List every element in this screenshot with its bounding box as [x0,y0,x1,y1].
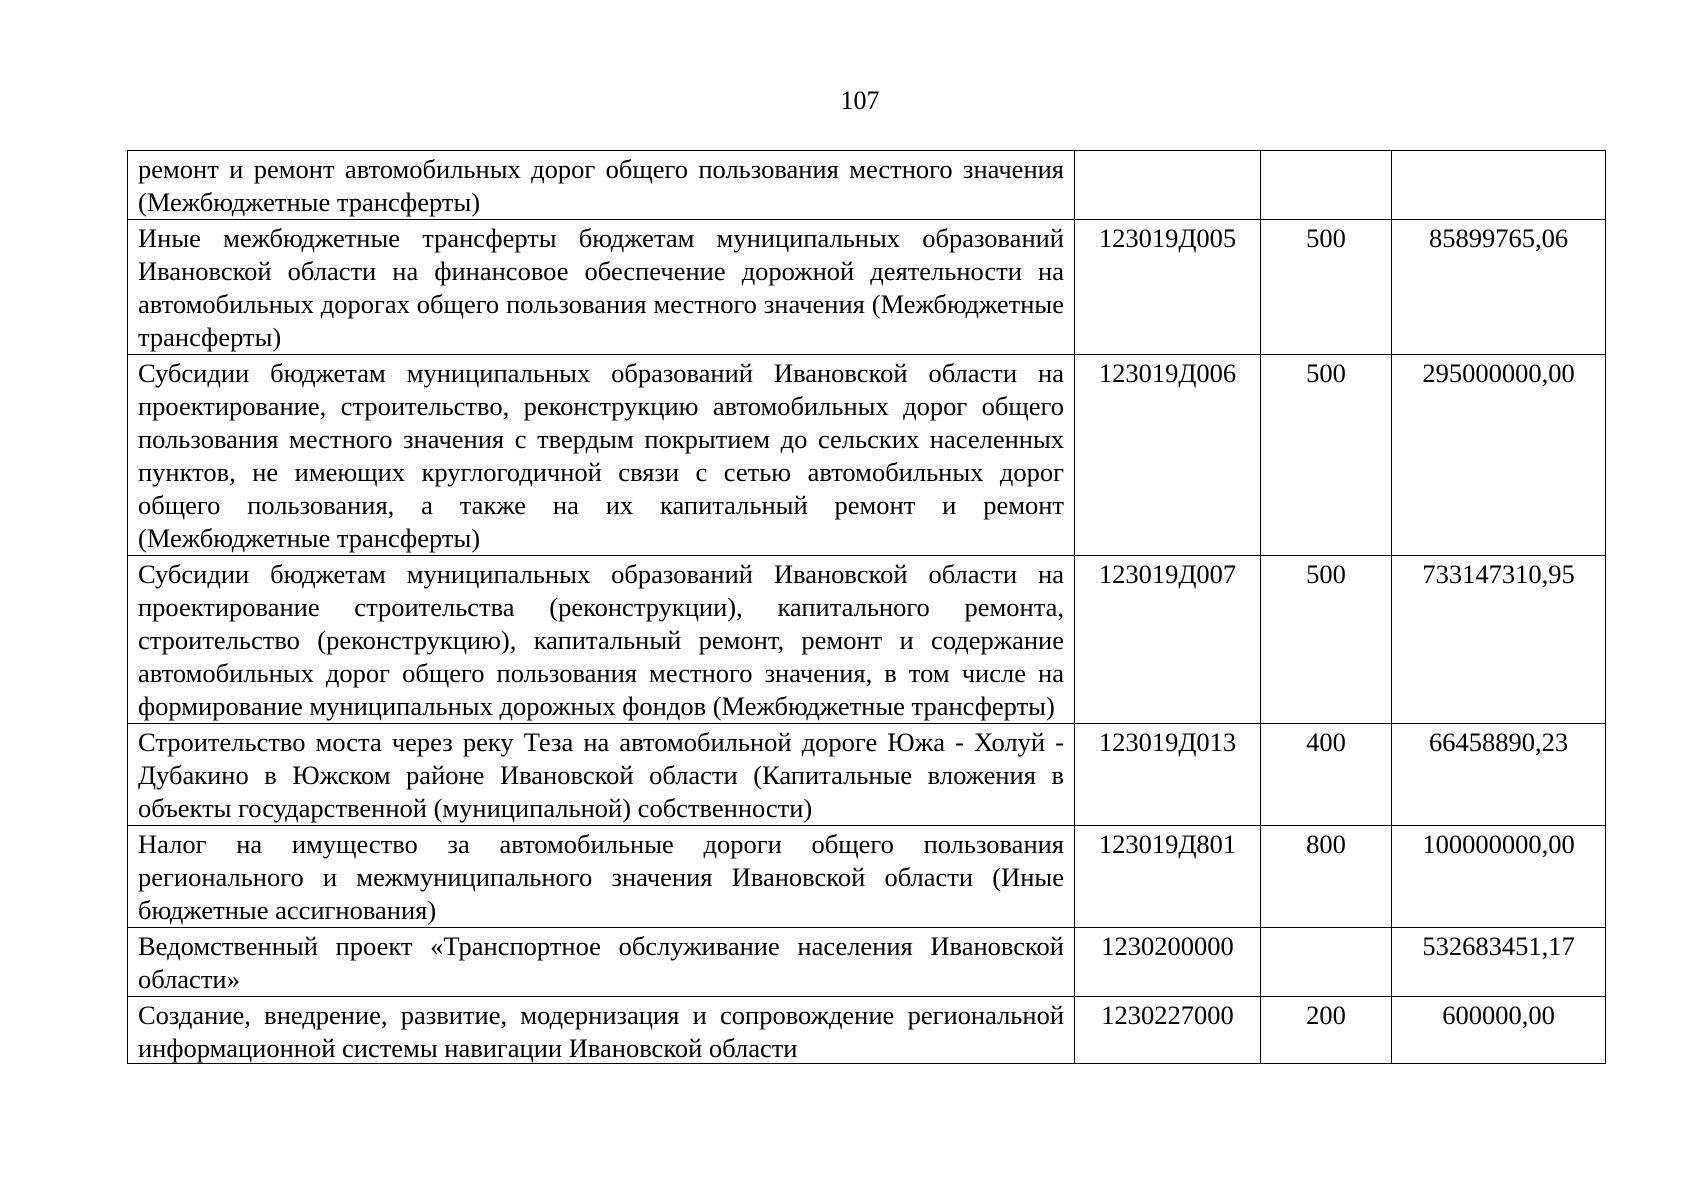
table-row [128,220,1606,355]
row-target-code: 1230227000 [1075,997,1261,1064]
row-description-cell [128,997,1075,1064]
row-expense-type [1261,928,1392,997]
table-row [128,997,1606,1064]
row-expense-type: 200 [1261,997,1392,1064]
row-description: Строительство моста через реку Теза на автомобильной дороге Южа - Холуй - Дубакино в Южском районе Ивановской области (Капитальные вложения в объекты государственной (муниципальной) собственности) [128,724,1075,826]
row-description: Налог на имущество за автомобильные дороги общего пользования регионального и межмуниципального значения Ивановской области (Иные бюджетные ассигнования) [128,826,1075,928]
table-row [128,826,1606,928]
row-amount: 733147310,95 [1392,556,1606,724]
row-description: Субсидии бюджетам муниципальных образований Ивановской области на проектирование, строительство, реконструкцию автомобильных дорог общего пользования местного значения с твердым покрытием до сельских населенных пунктов, не имеющих круглогодичной связи с сетью автомобильных дорог общего пользования, а также на их капитальный ремонт и ремонт (Межбюджетные трансферты) [128,355,1075,556]
row-expense-type: 800 [1261,826,1392,928]
row-amount: 100000000,00 [1392,826,1606,928]
row-expense-type: 400 [1261,724,1392,826]
row-target-code: 123019Д013 [1075,724,1261,826]
table-row [128,151,1606,220]
row-description: ремонт и ремонт автомобильных дорог общего пользования местного значения (Межбюджетные трансферты) [128,151,1075,220]
table-row [128,355,1606,556]
row-target-code: 123019Д006 [1075,355,1261,556]
row-amount: 85899765,06 [1392,220,1606,355]
row-target-code: 123019Д801 [1075,826,1261,928]
budget-table-body [128,151,1606,1064]
row-amount: 532683451,17 [1392,928,1606,997]
row-description: Создание, внедрение, развитие, модернизация и сопровождение региональной информационной системы навигации Ивановской области [138,1000,1064,1063]
row-amount: 600000,00 [1392,997,1606,1064]
row-amount: 295000000,00 [1392,355,1606,556]
row-expense-type: 500 [1261,220,1392,355]
table-row [128,724,1606,826]
row-description: Иные межбюджетные трансферты бюджетам муниципальных образований Ивановской области на финансовое обеспечение дорожной деятельности на автомобильных дорогах общего пользования местного значения (Межбюджетные трансферты) [128,220,1075,355]
row-expense-type: 500 [1261,556,1392,724]
table-row [128,556,1606,724]
page-number: 107 [840,86,880,115]
row-amount: 66458890,23 [1392,724,1606,826]
row-description: Субсидии бюджетам муниципальных образований Ивановской области на проектирование строительства (реконструкции), капитального ремонта, строительство (реконструкцию), капитальный ремонт, ремонт и содержание автомобильных дорог общего пользования местного значения, в том числе на формирование муниципальных дорожных фондов (Межбюджетные трансферты) [128,556,1075,724]
row-target-code [1075,151,1261,220]
row-amount [1392,151,1606,220]
row-target-code: 123019Д007 [1075,556,1261,724]
row-expense-type: 500 [1261,355,1392,556]
row-target-code: 1230200000 [1075,928,1261,997]
budget-table [127,150,1606,1064]
row-expense-type [1261,151,1392,220]
row-description: Ведомственный проект «Транспортное обслуживание населения Ивановской области» [128,928,1075,997]
row-target-code: 123019Д005 [1075,220,1261,355]
table-row [128,928,1606,997]
